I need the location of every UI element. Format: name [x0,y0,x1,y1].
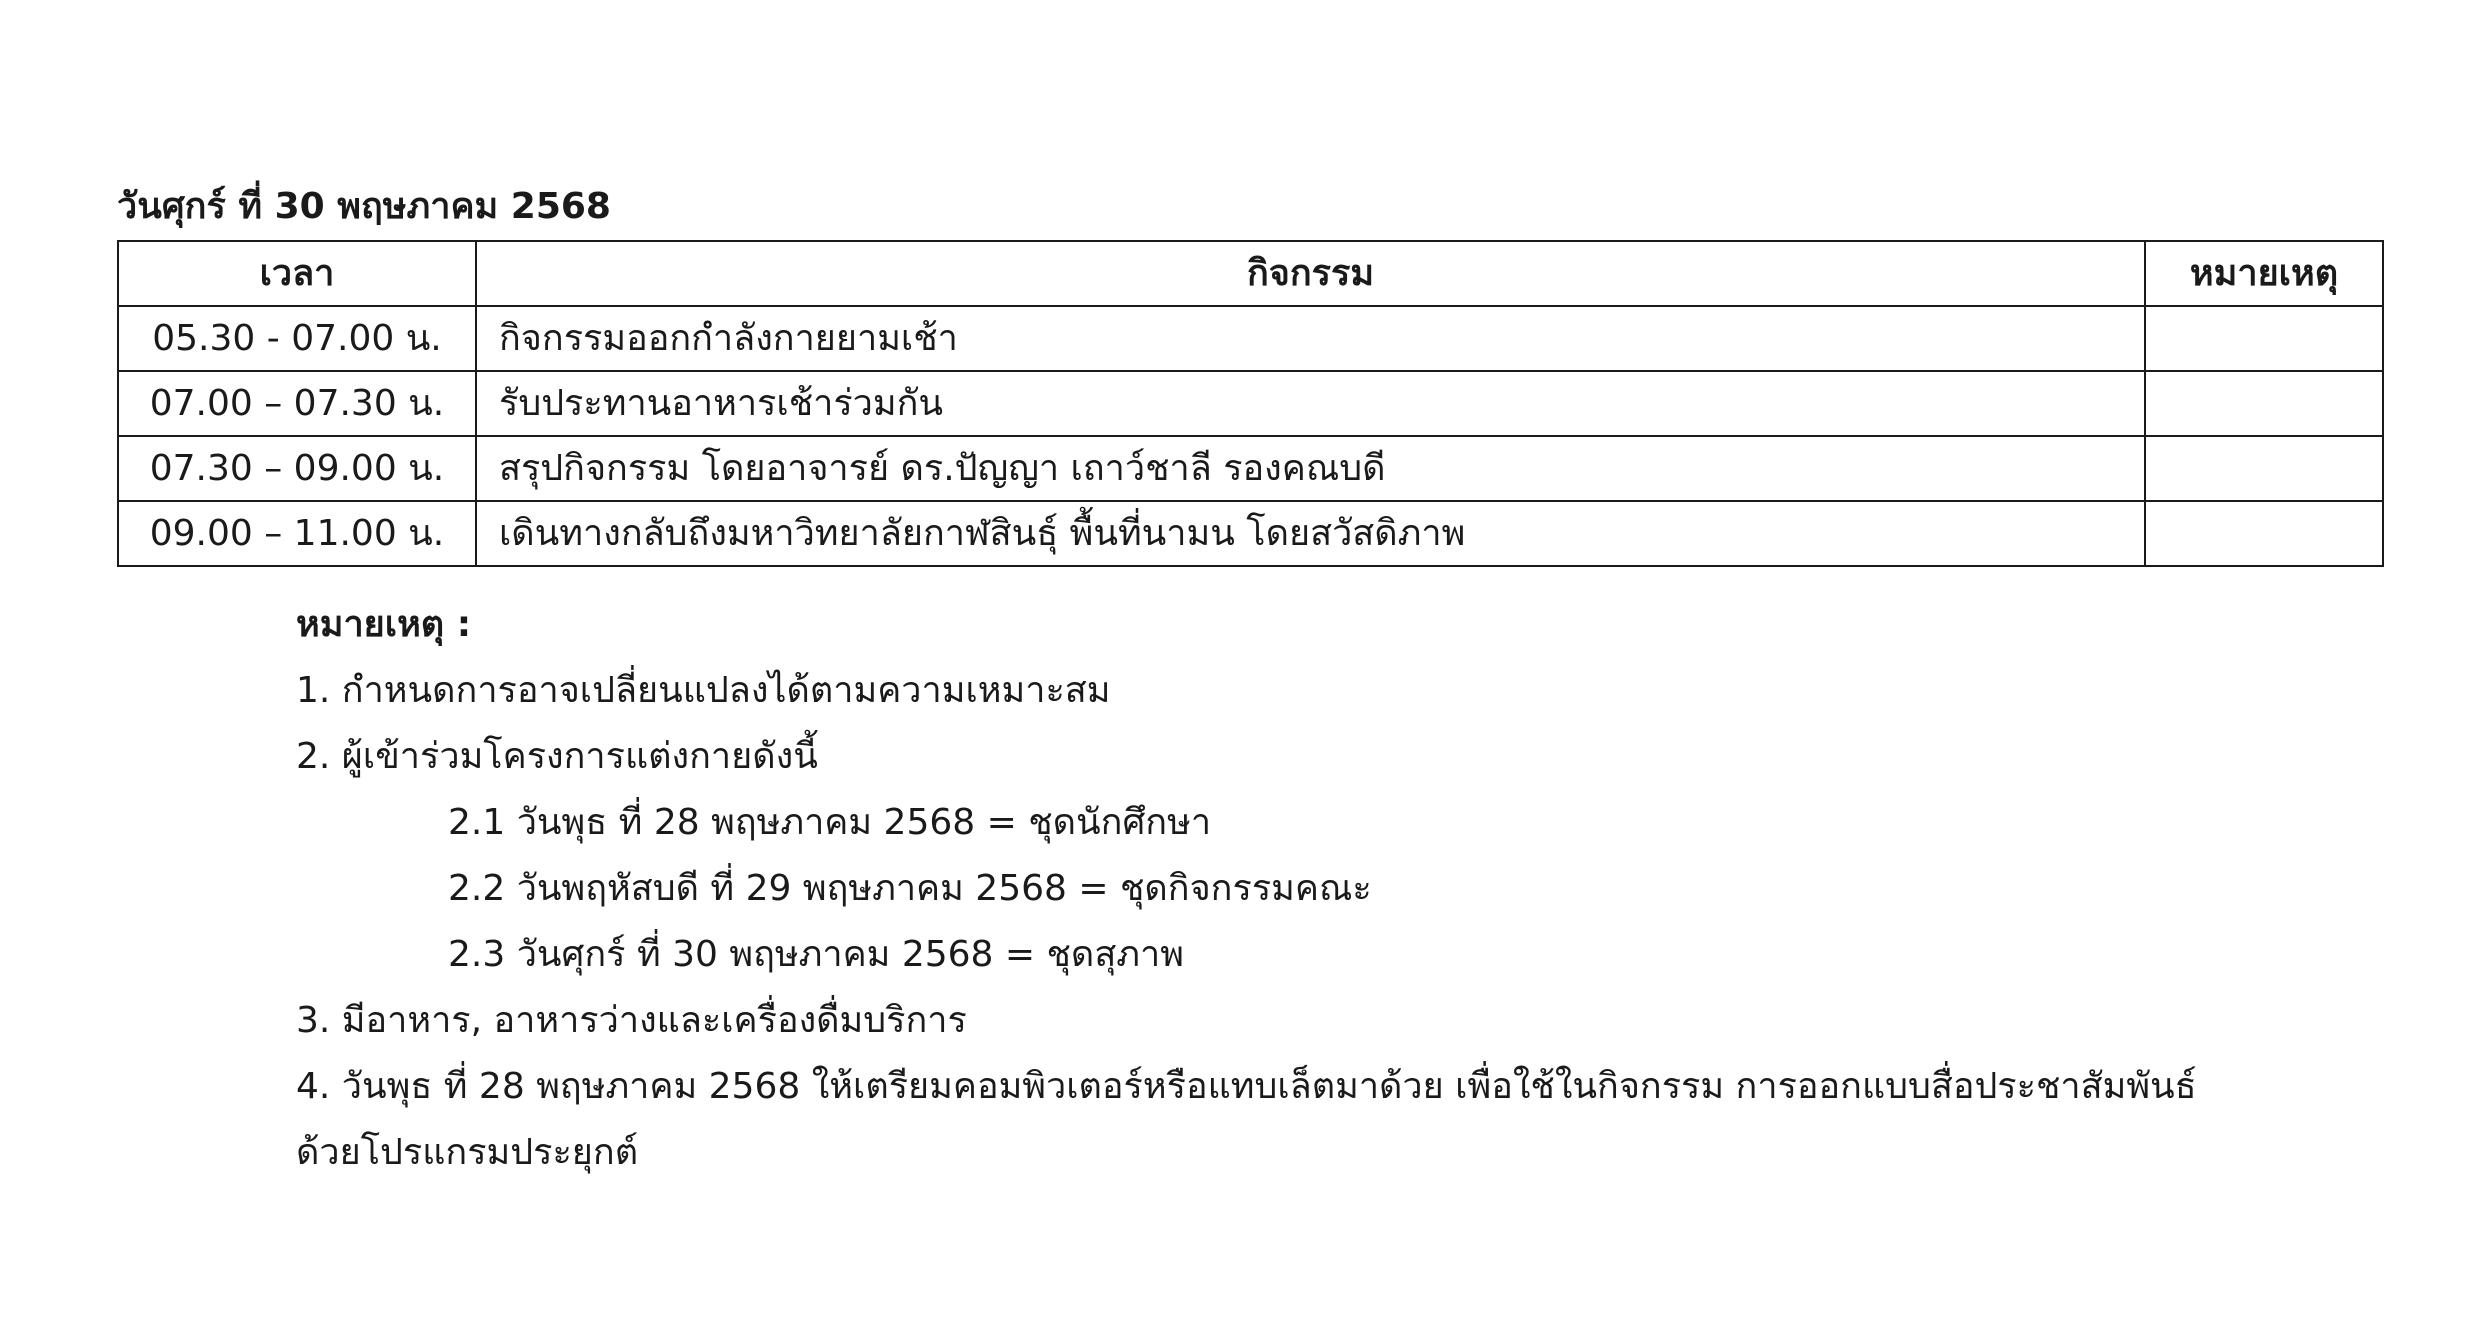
note-item: 1. กำหนดการอาจเปลี่ยนแปลงได้ตามความเหมาะสม [296,670,1111,711]
dress-code-item: 2.1 วันพุธ ที่ 28 พฤษภาคม 2568 = ชุดนักศึกษา [448,802,1212,843]
row-note [2145,371,2383,436]
row-note [2145,436,2383,501]
row-time: 05.30 - 07.00 น. [118,306,476,371]
notes-heading: หมายเหตุ : [296,604,472,645]
dress-code-item: 2.3 วันศุกร์ ที่ 30 พฤษภาคม 2568 = ชุดสุภาพ [448,934,1184,975]
note-item: 4. วันพุธ ที่ 28 พฤษภาคม 2568 ให้เตรียมคอมพิวเตอร์หรือแทบเล็ตมาด้วย เพื่อใช้ในกิจกรรม การออกแบบสื่อประชาสัมพันธ์ [296,1066,2197,1107]
note-item-continuation: ด้วยโปรแกรมประยุกต์ [296,1132,639,1173]
row-note [2145,306,2383,371]
table-row [118,436,2383,501]
table-row [118,371,2383,436]
row-activity: เดินทางกลับถึงมหาวิทยาลัยกาฬสินธุ์ พื้นที่นามน โดยสวัสดิภาพ [476,501,2145,566]
row-activity: กิจกรรมออกกำลังกายยามเช้า [476,306,2145,371]
table-row [118,306,2383,371]
notes-section [296,592,2296,1186]
dress-code-item: 2.2 วันพฤหัสบดี ที่ 29 พฤษภาคม 2568 = ชุดกิจกรรมคณะ [448,868,1372,909]
row-time: 07.30 – 09.00 น. [118,436,476,501]
table-header-row [118,241,2383,306]
note-item: 2. ผู้เข้าร่วมโครงการแต่งกายดังนี้ [296,736,818,777]
header-activity: กิจกรรม [476,241,2145,306]
header-time: เวลา [118,241,476,306]
schedule-table [117,240,2384,567]
row-time: 07.00 – 07.30 น. [118,371,476,436]
note-item: 3. มีอาหาร, อาหารว่างและเครื่องดื่มบริการ [296,1000,967,1041]
row-note [2145,501,2383,566]
header-note: หมายเหตุ [2145,241,2383,306]
day-heading: วันศุกร์ ที่ 30 พฤษภาคม 2568 [117,186,611,227]
row-time: 09.00 – 11.00 น. [118,501,476,566]
row-activity: สรุปกิจกรรม โดยอาจารย์ ดร.ปัญญา เถาว์ชาลี รองคณบดี [476,436,2145,501]
row-activity: รับประทานอาหารเช้าร่วมกัน [476,371,2145,436]
table-row [118,501,2383,566]
